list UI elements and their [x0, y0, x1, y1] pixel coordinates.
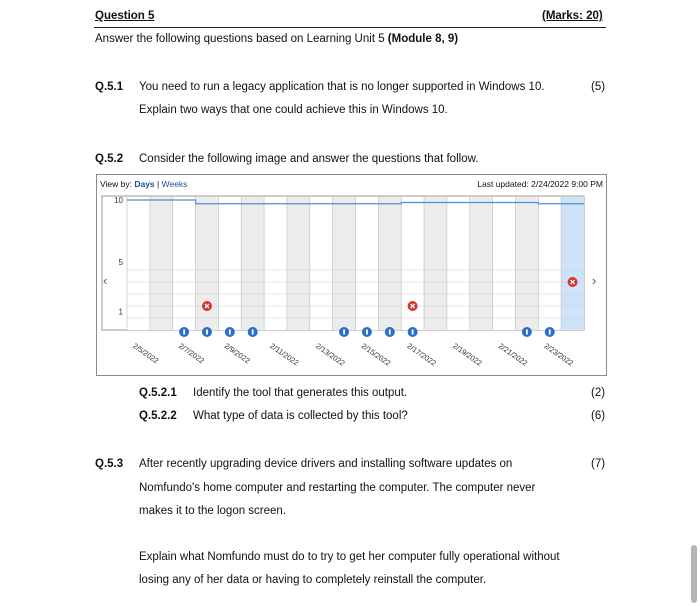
last-updated: Last updated: 2/24/2022 9:00 PM	[477, 179, 603, 189]
information-event-mark	[549, 330, 551, 335]
information-event-mark	[206, 330, 208, 335]
day-column	[561, 197, 584, 330]
day-column	[356, 197, 379, 330]
date-label: 2/21/2022	[496, 341, 530, 368]
date-label: 2/9/2022	[222, 341, 252, 366]
marks-total: (Marks: 20)	[542, 10, 603, 22]
y-tick-label: 5	[118, 258, 123, 267]
date-label: 2/19/2022	[451, 341, 484, 368]
stability-chart	[97, 175, 606, 375]
day-column	[264, 197, 287, 330]
q521-marks: (2)	[591, 387, 606, 399]
day-column	[493, 197, 516, 330]
instruction	[95, 33, 458, 45]
day-column	[378, 197, 401, 330]
view-separator: |	[154, 179, 162, 189]
scrollbar[interactable]	[691, 545, 697, 603]
q522-text: What type of data is collected by this tool?	[193, 410, 408, 422]
information-event-mark	[229, 330, 231, 335]
information-event-mark	[412, 330, 414, 335]
day-column	[424, 197, 447, 330]
q53-line1: After recently upgrading device drivers and installing software updates on	[139, 458, 513, 470]
q52-text: Consider the following image and answer the questions that follow.	[139, 153, 479, 165]
day-column	[333, 197, 356, 330]
instruction-modules: (Module 8, 9)	[387, 33, 459, 45]
view-by-label: View by:	[100, 179, 135, 189]
question-heading: Question 5	[95, 10, 155, 22]
scroll-left-icon[interactable]: ‹	[103, 273, 108, 288]
information-event-mark	[183, 330, 185, 335]
date-label: 2/23/2022	[542, 341, 576, 368]
day-column	[310, 197, 333, 330]
q522-marks: (6)	[591, 410, 606, 422]
q51-marks: (5)	[591, 81, 606, 93]
q53-para2-line1: Explain what Nomfundo must do to try to get her computer fully operational without	[139, 551, 560, 563]
date-label: 2/15/2022	[359, 341, 393, 368]
q521-number: Q.5.2.1	[139, 387, 177, 399]
day-column	[538, 197, 561, 330]
q53-number: Q.5.3	[95, 458, 124, 470]
q51-line1: You need to run a legacy application that is no longer supported in Windows 10.	[139, 81, 545, 93]
day-column	[447, 197, 470, 330]
date-label: 2/5/2022	[131, 341, 161, 366]
q52-number: Q.5.2	[95, 153, 124, 165]
q53-line3: makes it to the logon screen.	[139, 505, 287, 517]
date-label: 2/17/2022	[405, 341, 438, 368]
information-event-mark	[389, 330, 391, 335]
date-label: 2/7/2022	[176, 341, 207, 366]
scroll-right-icon[interactable]: ›	[592, 273, 597, 288]
date-label: 2/13/2022	[314, 341, 347, 368]
q53-para2-line2: losing any of her data or having to completely reinstall the computer.	[139, 574, 487, 586]
day-column	[173, 197, 196, 330]
information-event-mark	[343, 330, 345, 335]
q53-line2: Nomfundo's home computer and restarting the computer. The computer never	[139, 482, 536, 494]
y-tick-label: 10	[114, 196, 123, 205]
q521-text: Identify the tool that generates this output.	[193, 387, 408, 399]
q522-number: Q.5.2.2	[139, 410, 177, 422]
y-tick-label: 1	[118, 307, 123, 317]
header-rule	[94, 27, 606, 28]
information-event-mark	[366, 330, 368, 335]
day-column	[150, 197, 173, 330]
view-weeks-link[interactable]: Weeks	[161, 179, 188, 189]
day-column	[470, 197, 493, 330]
day-column	[127, 197, 150, 330]
information-event-mark	[252, 330, 254, 335]
day-column	[515, 197, 538, 330]
q51-number: Q.5.1	[95, 81, 124, 93]
reliability-monitor-panel	[96, 174, 607, 376]
view-days-link[interactable]: Days	[134, 179, 155, 189]
date-label: 2/11/2022	[268, 341, 301, 368]
day-column	[287, 197, 310, 330]
day-column	[218, 197, 241, 330]
information-event-mark	[526, 330, 528, 335]
q51-line2: Explain two ways that one could achieve this in Windows 10.	[139, 104, 448, 116]
instruction-text: Answer the following questions based on Learning Unit 5	[95, 33, 388, 45]
day-column	[241, 197, 264, 330]
q53-marks: (7)	[591, 458, 606, 470]
